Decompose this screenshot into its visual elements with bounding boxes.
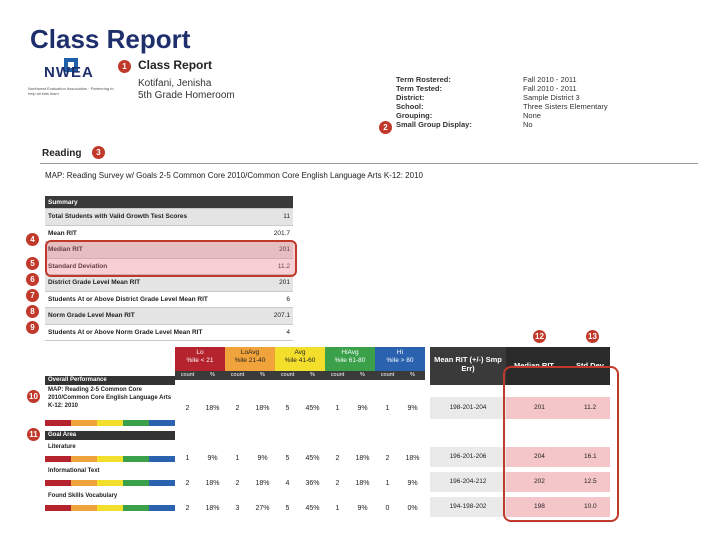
meta-label: District: [396,93,425,102]
test-title: MAP: Reading Survey w/ Goals 2-5 Common Core 2010/Common Core English Language Arts K-12: 2010 [45,171,423,180]
subheader-pct: % [250,371,275,380]
percent-cell: 45% [305,455,320,462]
count-cell: 2 [385,455,390,462]
goal-area-header: Goal Area [45,431,175,440]
meta-label: Term Rostered: [396,75,451,84]
summary-value: 207.1 [261,308,293,325]
callout-badge: 11 [27,428,40,441]
percent-cell: 18% [255,405,270,412]
subheader-count: count [275,371,300,380]
band-header-loavg [225,347,275,371]
percent-cell: 9% [407,480,418,487]
meta-value: Fall 2010 - 2011 [523,75,577,84]
std-dev-header: Std Dev [576,361,604,370]
band-name: HiAvg [341,349,359,356]
percent-cell: 18% [205,480,220,487]
count-cell: 2 [185,480,190,487]
callout-badge: 1 [118,60,131,73]
summary-label: Standard Deviation [45,258,261,275]
meta-label: School: [396,102,424,111]
count-cell: 1 [235,455,240,462]
callout-badge: 10 [27,390,40,403]
summary-header: Summary [45,196,293,209]
count-cell: 1 [185,455,190,462]
meta-label: Small Group Display: [396,120,472,129]
mean-rit-header: Mean RIT (+/-) Smp Err) [430,347,506,385]
callout-badge: 8 [26,305,39,318]
student-info [138,78,235,102]
summary-value: 201 [261,275,293,292]
summary-value: 11 [261,209,293,226]
count-cell: 5 [285,405,290,412]
mean-rit-cell: 194-198-202 [430,497,506,517]
std-dev-value: 11.2 [584,404,597,411]
class-name: 5th Grade Homeroom [138,90,235,101]
meta-labels [396,75,472,129]
count-cell: 5 [285,505,290,512]
callout-badge: 12 [533,330,546,343]
summary-label: Students At or Above Norm Grade Level Mean RIT [45,324,261,341]
band-range: %ile < 21 [186,357,214,364]
meta-value: Sample District 3 [523,93,580,102]
median-rit-value: 204 [534,453,545,460]
subheader-pct: % [300,371,325,380]
count-cell: 0 [385,505,390,512]
mean-rit-cell: 198-201-204 [430,397,506,419]
std-dev-value: 12.5 [584,478,597,485]
count-cell: 5 [285,455,290,462]
count-cell: 2 [185,405,190,412]
percent-cell: 9% [257,455,268,462]
percent-cell: 9% [207,455,218,462]
overall-color-bar [45,420,175,426]
count-cell: 1 [335,505,340,512]
summary-value: 6 [261,291,293,308]
vocabulary-color-bar [45,505,175,511]
percent-cell: 45% [305,405,320,412]
percent-cell: 9% [357,505,368,512]
median-rit-value: 202 [534,478,545,485]
median-rit-value: 201 [534,404,545,411]
band-header-lo [175,347,225,371]
percent-cell: 27% [255,505,270,512]
summary-label: Norm Grade Level Mean RIT [45,308,261,325]
report-heading: Class Report [138,58,213,72]
count-cell: 3 [235,505,240,512]
band-header-hi [375,347,425,371]
row-label-informational: Informational Text [48,468,100,474]
count-cell: 1 [385,405,390,412]
percent-cell: 18% [355,480,370,487]
band-name: LoAvg [240,349,260,356]
summary-value: 4 [261,324,293,341]
subheader-count: count [225,371,250,380]
band-header-hiavg [325,347,375,371]
meta-label: Grouping: [396,111,433,120]
callout-badge: 6 [26,273,39,286]
percent-cell: 45% [305,505,320,512]
subheader-count: count [175,371,200,380]
meta-values [523,75,608,129]
percent-cell: 9% [357,405,368,412]
subheader-count: count [325,371,350,380]
student-name: Kotifani, Jenisha [138,78,212,89]
divider [40,163,698,164]
mean-rit-cell: 196-201-206 [430,447,506,467]
slide-title: Class Report [30,24,191,54]
callout-badge: 7 [26,289,39,302]
std-dev-value: 10.0 [584,503,597,510]
count-cell: 1 [385,480,390,487]
logo-wordmark: NWEA [44,64,94,81]
subheader-pct: % [400,371,425,380]
percent-cell: 18% [255,480,270,487]
meta-value: Three Sisters Elementary [523,102,608,111]
percent-cell: 18% [355,455,370,462]
band-range: %ile 61-80 [334,357,366,364]
callout-badge: 2 [379,121,392,134]
overall-performance-header: Overall Performance [45,376,175,385]
summary-label: Total Students with Valid Growth Test Scores [45,209,261,226]
median-sd-highlight [45,240,297,277]
count-cell: 4 [285,480,290,487]
count-cell: 2 [335,480,340,487]
band-range: %ile > 80 [386,357,414,364]
literature-color-bar [45,456,175,462]
summary-label: Mean RIT [45,225,261,242]
callout-badge: 3 [92,146,105,159]
count-cell: 2 [235,405,240,412]
summary-label: Median RIT [45,242,261,259]
band-header-avg [275,347,325,371]
logo-tagline: Northwest Evaluation Association · Partnering to help all kids learn [28,86,114,96]
meta-value: Fall 2010 - 2011 [523,84,577,93]
callout-badge: 9 [26,321,39,334]
subheader-pct: % [200,371,225,380]
row-label-literature: Literature [48,444,76,450]
band-range: %ile 41-60 [284,357,316,364]
band-range: %ile 21-40 [234,357,266,364]
count-cell: 2 [235,480,240,487]
summary-label: Students At or Above District Grade Level Mean RIT [45,291,261,308]
percent-cell: 18% [405,455,420,462]
summary-value: 201 [261,242,293,259]
row-label-overall: MAP: Reading 2-5 Common Core 2010/Common Core English Language Arts K-12: 2010 [48,387,172,409]
percent-cell: 9% [407,405,418,412]
percent-cell: 0% [407,505,418,512]
subject-heading: Reading [42,148,82,159]
subheader-count: count [375,371,400,380]
percent-cell: 36% [305,480,320,487]
percent-cell: 18% [205,505,220,512]
std-dev-value: 16.1 [584,453,597,460]
callout-badge: 4 [26,233,39,246]
band-name: Lo [196,349,204,356]
percent-cell: 18% [205,405,220,412]
summary-value: 201.7 [261,225,293,242]
count-cell: 1 [335,405,340,412]
callout-badge: 13 [586,330,599,343]
count-cell: 2 [185,505,190,512]
informational-color-bar [45,480,175,486]
band-name: Hi [396,349,404,356]
median-rit-value: 198 [534,503,545,510]
median-sd-highlight-outline [503,366,619,522]
count-cell: 2 [335,455,340,462]
row-label-vocabulary: Found Skills Vocabulary [48,493,118,499]
band-name: Avg [294,349,306,356]
meta-value: None [523,111,541,120]
mean-rit-cell: 196-204-212 [430,472,506,492]
meta-value: No [523,120,533,129]
subheader-pct: % [350,371,375,380]
meta-label: Term Tested: [396,84,442,93]
callout-badge: 5 [26,257,39,270]
summary-label: District Grade Level Mean RIT [45,275,261,292]
summary-value: 11.2 [261,258,293,275]
median-rit-header: Median RIT [514,361,555,370]
